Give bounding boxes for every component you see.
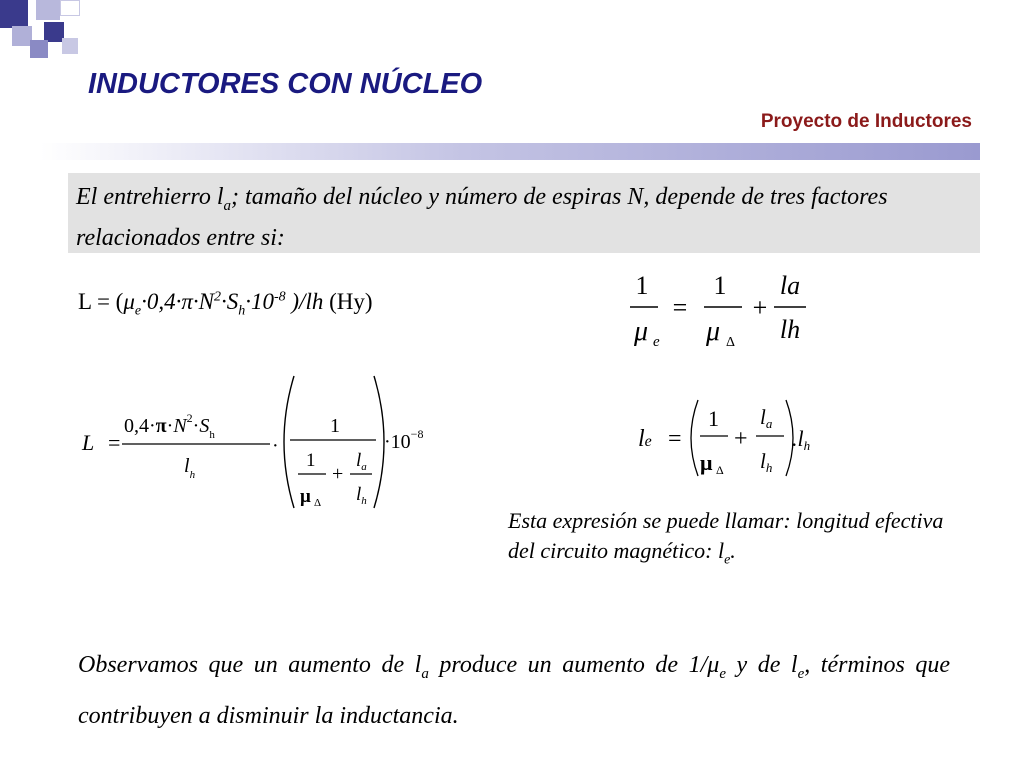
decor-square bbox=[0, 0, 28, 28]
la-numerator: $l_a$ bbox=[356, 450, 367, 473]
la-numerator: la bbox=[779, 271, 801, 300]
power-of-ten: $\cdot 10^{-8}$ bbox=[384, 427, 424, 453]
effective-length-formula bbox=[632, 396, 822, 480]
la-numerator: la bbox=[760, 405, 773, 431]
plus-sign: + bbox=[332, 463, 344, 485]
plus-sign: + bbox=[734, 426, 748, 452]
left-paren bbox=[691, 400, 698, 476]
one-numerator: 1 bbox=[708, 406, 719, 431]
decor-square bbox=[44, 22, 64, 42]
right-paren bbox=[374, 376, 384, 508]
page-subtitle: Proyecto de Inductores bbox=[760, 111, 972, 132]
equals-sign: = bbox=[108, 430, 121, 455]
lh-denominator: $l_h$ bbox=[356, 484, 367, 507]
delta-subscript: Δ bbox=[726, 335, 736, 350]
mu-symbol: μ bbox=[300, 486, 311, 507]
dot-operator: · bbox=[272, 435, 279, 457]
delta-subscript: Δ bbox=[716, 463, 724, 477]
lh-denominator: lh bbox=[779, 315, 801, 344]
one-numerator: 1 bbox=[713, 271, 727, 300]
plus-sign: + bbox=[752, 293, 768, 322]
lh-denominator: lh bbox=[760, 449, 773, 475]
intro-text: El entrehierro $l_a$; tamaño del núcleo y número de espiras N, depende de tres factores relacionados entre si: bbox=[76, 184, 888, 251]
L-symbol: L bbox=[82, 430, 95, 455]
mu-symbol: μ bbox=[706, 316, 721, 347]
le-symbol: le bbox=[638, 426, 652, 452]
decor-square bbox=[62, 38, 78, 54]
page-title: INDUCTORES CON NÚCLEO bbox=[88, 68, 483, 100]
equals-sign: = bbox=[668, 426, 682, 452]
decor-square bbox=[30, 40, 48, 58]
decor-square bbox=[36, 0, 60, 20]
one-numerator: 1 bbox=[330, 415, 340, 437]
left-paren bbox=[284, 376, 294, 508]
delta-subscript: Δ bbox=[314, 497, 322, 509]
header-rule bbox=[40, 143, 980, 160]
decor-square bbox=[60, 0, 80, 16]
mu-effective-formula bbox=[620, 262, 840, 362]
equals-sign: = bbox=[672, 293, 688, 322]
one-numerator: 1 bbox=[635, 271, 649, 300]
inductance-formula: $L = (\mu_e\cdot 0,4\cdot\pi\cdot N^2\cdot S_h\cdot 10^{-8}$ )/lh (Hy) bbox=[78, 289, 373, 319]
effective-length-note: Esta expresión se puede llamar: longitud efectiva del circuito magnético: $l_e$. bbox=[508, 508, 944, 568]
one-small: 1 bbox=[306, 450, 316, 471]
inductance-detailed-formula bbox=[78, 372, 458, 512]
mu-subscript: e bbox=[653, 334, 660, 350]
decor-square bbox=[12, 26, 32, 46]
mu-symbol: μ bbox=[700, 450, 713, 475]
numerator-coef: $0,4\cdot\pi\cdot N^2\cdot S_h$ bbox=[124, 411, 215, 441]
mu-symbol: μ bbox=[634, 316, 649, 347]
lh-denominator: $l_h$ bbox=[184, 455, 196, 481]
conclusion-text: Observamos que un aumento de $l_a$ produce un aumento de $1/\mu_e$ y de $l_e$, términos que contribuyen a disminuir la inductancia. bbox=[78, 652, 950, 729]
lh-tail: .lh bbox=[792, 426, 811, 453]
